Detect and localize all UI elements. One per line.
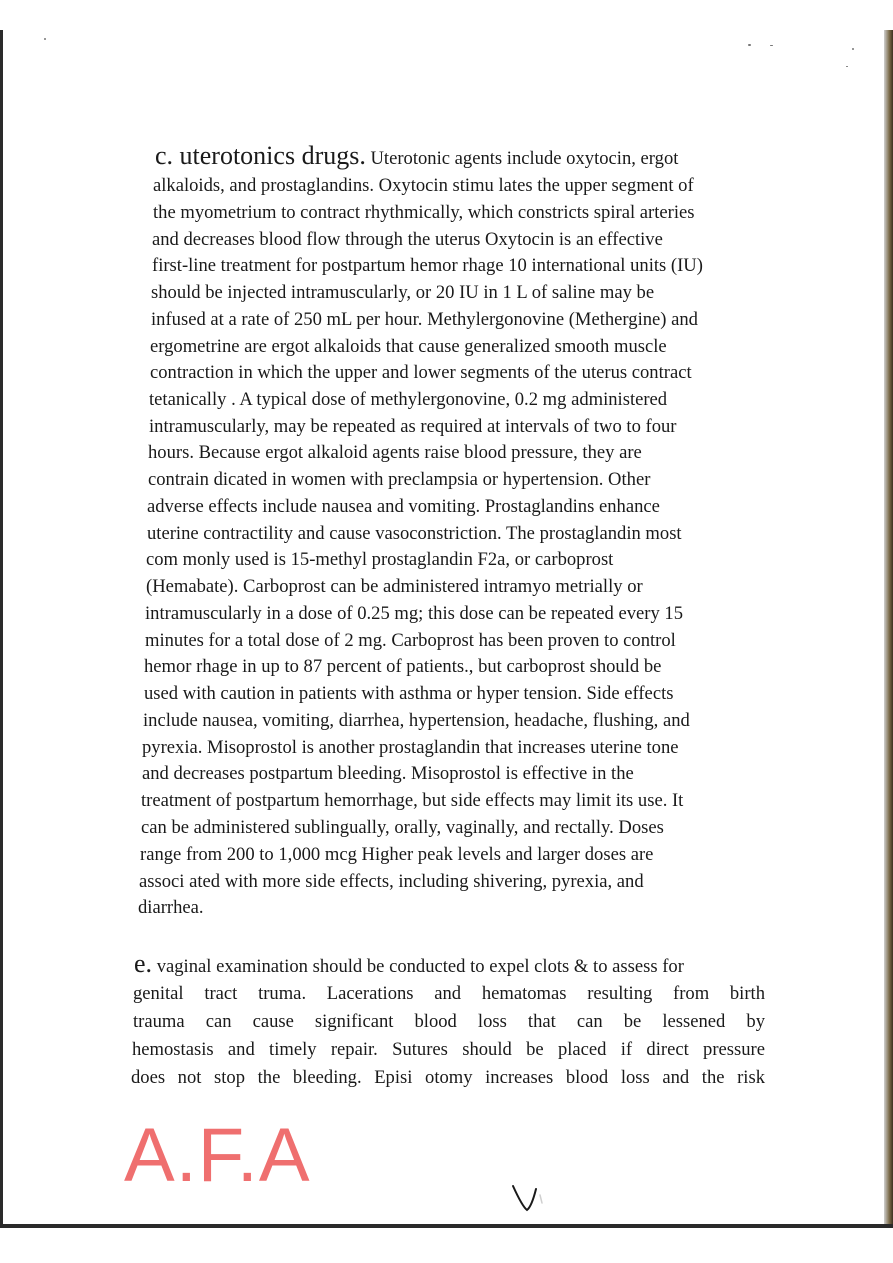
paragraph-line: tetanically . A typical dose of methylergonovine, 0.2 mg administered [149, 389, 668, 410]
paragraph-line: minutes for a total dose of 2 mg. Carboprost has been proven to control [145, 630, 676, 651]
scan-speck [770, 45, 773, 46]
paragraph-line: include nausea, vomiting, diarrhea, hypertension, headache, flushing, and [143, 710, 690, 731]
page-left-edge [0, 30, 3, 1228]
paragraph-line: hemostasis and timely repair. Sutures should be placed if direct pressure [132, 1039, 765, 1060]
section-e-heading: e. [134, 949, 153, 978]
page-right-edge [884, 30, 893, 1228]
paragraph-line: adverse effects include nausea and vomiting. Prostaglandins enhance [147, 496, 660, 517]
scan-speck [748, 44, 751, 46]
paragraph-line: the myometrium to contract rhythmically, which constricts spiral arteries [153, 202, 695, 223]
paragraph-line: ergometrine are ergot alkaloids that cause generalized smooth muscle [150, 336, 667, 357]
paragraph-line: first-line treatment for postpartum hemor rhage 10 international units (IU) [152, 255, 703, 276]
paragraph-line: hemor rhage in up to 87 percent of patients., but carboprost should be [144, 656, 662, 677]
paragraph-line: alkaloids, and prostaglandins. Oxytocin stimu lates the upper segment of [153, 175, 694, 196]
paragraph-line: contrain dicated in women with preclampsia or hypertension. Other [148, 469, 651, 490]
paragraph-line: range from 200 to 1,000 mcg Higher peak levels and larger doses are [140, 844, 654, 865]
paragraph-line: genital tract truma. Lacerations and hematomas resulting from birth [133, 983, 765, 1004]
paragraph-line: trauma can cause significant blood loss that can be lessened by [133, 1011, 765, 1032]
paragraph-line: com monly used is 15-methyl prostaglandin F2a, or carboprost [146, 549, 614, 570]
paragraph-line: intramuscularly, may be repeated as required at intervals of two to four [149, 416, 677, 437]
page-margin-bottom [0, 1228, 893, 1263]
paragraph-line: associ ated with more side effects, including shivering, pyrexia, and [139, 871, 644, 892]
handwritten-mark [510, 1183, 550, 1220]
paragraph-line: and decreases blood flow through the uterus Oxytocin is an effective [152, 229, 663, 250]
paragraph-line: hours. Because ergot alkaloid agents raise blood pressure, they are [148, 442, 642, 463]
paragraph-line: intramuscularly in a dose of 0.25 mg; this dose can be repeated every 15 [145, 603, 684, 624]
paragraph-line: can be administered sublingually, orally, vaginally, and rectally. Doses [141, 817, 664, 838]
paragraph-line: contraction in which the upper and lower segments of the uterus contract [150, 362, 692, 383]
paragraph-line: vaginal examination should be conducted to expel clots & to assess for [152, 956, 684, 977]
paragraph-line: treatment of postpartum hemorrhage, but side effects may limit its use. It [141, 790, 684, 811]
paragraph-line: pyrexia. Misoprostol is another prostaglandin that increases uterine tone [142, 737, 679, 758]
scan-speck [846, 66, 848, 67]
watermark-afa: A.F.A [124, 1113, 311, 1198]
scan-speck [852, 48, 854, 50]
paragraph-line: Uterotonic agents include oxytocin, ergot [365, 148, 679, 169]
scan-speck [44, 38, 46, 40]
section-c-heading: c. uterotonics drugs. [155, 141, 366, 170]
paragraph-line: diarrhea. [138, 897, 204, 918]
paragraph-line: (Hemabate). Carboprost can be administered intramyo metrially or [146, 576, 643, 597]
paragraph-line: infused at a rate of 250 mL per hour. Methylergonovine (Methergine) and [151, 309, 698, 330]
paragraph-line: used with caution in patients with asthma or hyper tension. Side effects [144, 683, 674, 704]
paragraph-line: uterine contractility and cause vasoconstriction. The prostaglandin most [147, 523, 682, 544]
paragraph-line: should be injected intramuscularly, or 20 IU in 1 L of saline may be [151, 282, 655, 303]
paragraph-line: does not stop the bleeding. Episi otomy increases blood loss and the risk [131, 1067, 765, 1088]
section-e-first-line [134, 951, 684, 977]
paragraph-line: and decreases postpartum bleeding. Misoprostol is effective in the [142, 763, 634, 784]
section-c-first-line [155, 143, 678, 169]
